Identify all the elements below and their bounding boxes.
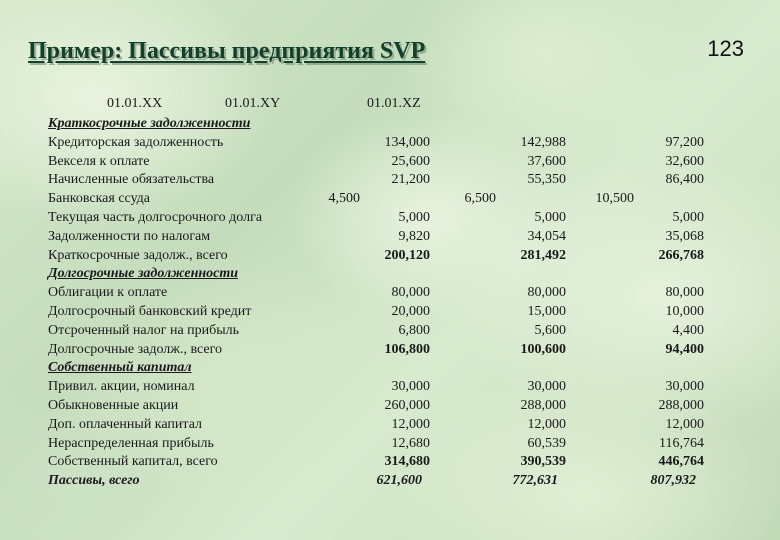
value-cell: 390,539 [520,454,566,470]
section-header-row [48,359,708,378]
row-label: Текущая часть долгосрочного долга [48,209,263,225]
table-row [48,209,708,228]
total-row [48,247,708,266]
row-label: Пассивы, всего [48,473,140,489]
slide-title: Пример: Пассивы предприятия SVP [28,38,426,64]
value-cell: 6,800 [398,322,430,338]
value-cell: 55,350 [527,172,566,188]
row-label: Начисленные обязательства [48,172,215,188]
value-cell: 80,000 [391,285,430,301]
value-cell: 266,768 [658,247,704,263]
column-header-date: 01.01.XX [107,96,163,111]
value-cell: 772,631 [512,473,558,489]
page-number: 123 [707,36,744,61]
row-label: Векселя к оплате [48,153,150,169]
value-cell: 30,000 [527,379,566,395]
value-cell: 4,500 [328,191,360,207]
value-cell: 134,000 [384,134,430,150]
value-cell: 116,764 [659,435,704,451]
table-row [48,435,708,454]
value-cell: 12,000 [665,416,704,432]
value-cell: 106,800 [384,341,430,357]
column-header-date: 01.01.XY [225,96,281,111]
table-row [48,228,708,247]
value-cell: 807,932 [650,473,696,489]
value-cell: 5,000 [534,209,566,225]
row-label: Отсроченный налог на прибыль [48,322,240,338]
value-cell: 446,764 [658,454,704,470]
section-title: Собственный капитал [48,360,192,376]
table-row [48,303,708,322]
row-label: Долгосрочный банковский кредит [48,303,252,319]
value-cell: 15,000 [527,303,566,319]
row-label: Привил. акции, номинал [48,379,195,395]
value-cell: 60,539 [527,435,566,451]
table-row [48,153,708,172]
row-label: Собственный капитал, всего [48,454,218,470]
section-header-row [48,265,708,284]
value-cell: 25,600 [391,153,430,169]
section-header-row [48,115,708,134]
section-title: Краткосрочные задолженности [48,116,251,131]
value-cell: 281,492 [520,247,566,263]
value-cell: 21,200 [391,172,430,188]
table-row [48,378,708,397]
value-cell: 200,120 [384,247,430,263]
value-cell: 86,400 [665,172,704,188]
value-cell: 12,680 [391,435,430,451]
section-title: Долгосрочные задолженности [48,266,239,282]
value-cell: 34,054 [527,228,566,244]
value-cell: 260,000 [384,397,430,413]
row-label: Доп. оплаченный капитал [48,416,203,432]
value-cell: 10,000 [665,303,704,319]
table-row [48,322,708,341]
row-label: Банковская ссуда [48,191,151,207]
value-cell: 5,000 [398,209,430,225]
row-label: Кредиторская задолженность [48,134,224,150]
value-cell: 10,500 [595,191,634,207]
value-cell: 5,600 [534,322,566,338]
value-cell: 32,600 [665,153,704,169]
value-cell: 288,000 [520,397,566,413]
row-label: Краткосрочные задолж., всего [48,247,228,263]
table-row [48,134,708,153]
liabilities-table [48,115,708,491]
total-row [48,472,708,491]
value-cell: 80,000 [665,285,704,301]
value-cell: 4,400 [672,322,704,338]
table-row [48,416,708,435]
value-cell: 94,400 [665,341,704,357]
value-cell: 288,000 [658,397,704,413]
column-header-date: 01.01.XZ [367,96,421,111]
value-cell: 6,500 [464,191,496,207]
table-row [48,284,708,303]
value-cell: 100,600 [520,341,566,357]
value-cell: 5,000 [672,209,704,225]
value-cell: 20,000 [391,303,430,319]
value-cell: 30,000 [391,379,430,395]
row-label: Облигации к оплате [48,285,168,301]
total-row [48,453,708,472]
table-row [48,190,708,209]
value-cell: 30,000 [665,379,704,395]
value-cell: 142,988 [520,134,566,150]
row-label: Долгосрочные задолж., всего [48,341,222,357]
row-label: Обыкновенные акции [48,397,179,413]
row-label: Задолженности по налогам [48,228,211,244]
value-cell: 80,000 [527,285,566,301]
table-row [48,171,708,190]
row-label: Нераспределенная прибыль [48,435,214,451]
value-cell: 12,000 [391,416,430,432]
value-cell: 9,820 [398,228,430,244]
total-row [48,341,708,360]
value-cell: 37,600 [527,153,566,169]
value-cell: 12,000 [527,416,566,432]
value-cell: 97,200 [665,134,704,150]
value-cell: 35,068 [665,228,704,244]
value-cell: 621,600 [376,473,422,489]
value-cell: 314,680 [384,454,430,470]
table-row [48,397,708,416]
